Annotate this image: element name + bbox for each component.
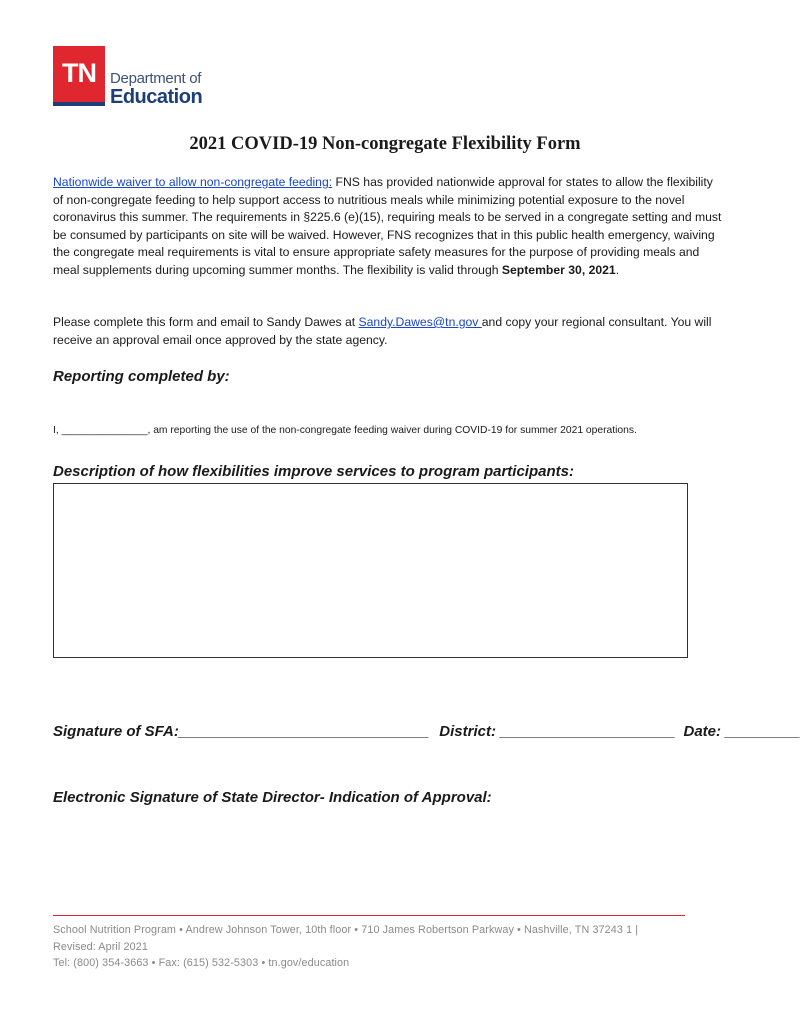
- valid-date: September 30, 2021: [501, 262, 616, 277]
- email-link[interactable]: Sandy.Dawes@tn.gov: [358, 315, 482, 329]
- footer-revised: Revised: April 2021: [53, 941, 148, 953]
- footer-address: School Nutrition Program • Andrew Johnson Tower, 10th floor • 710 James Robertson Parkway • Nashville, TN 37243 1 |: [53, 924, 639, 936]
- instructions-after: and copy your regional consultant. You will receive an approval email once approved by the state agency.: [53, 315, 712, 347]
- footer-contact: Tel: (800) 354-3663 • Fax: (615) 532-5303 • tn.gov/education: [53, 957, 350, 969]
- description-heading: Description of how flexibilities improve services to program participants:: [53, 463, 574, 480]
- signature-row: [53, 723, 800, 740]
- approval-heading: Electronic Signature of State Director- Indication of Approval:: [53, 789, 492, 806]
- logo-underline: [53, 102, 105, 106]
- reporting-heading: Reporting completed by:: [53, 368, 230, 385]
- logo-education: Education: [110, 86, 203, 108]
- date-field[interactable]: Date: _________: [683, 723, 800, 740]
- intro-end: .: [615, 262, 620, 277]
- page-title: 2021 COVID-19 Non-congregate Flexibility Form: [189, 134, 581, 154]
- tn-education-logo: [53, 46, 213, 108]
- description-textbox[interactable]: [53, 483, 688, 658]
- intro-body: FNS has provided nationwide approval for states to allow the flexibility of non-congregate feeding to help support access to nutritious meals while minimizing potential exposure to the novel coronavirus this summer. The requirements in §225.6 (e)(15), requiring meals to be served in a congregate setting and must be consumed by participants on site will be waived. However, FNS recognizes that in this public health emergency, waiving the congregate meal requirements is vital to ensure appropriate safety measures for the purpose of providing meals and meal supplements during upcoming summer months. The flexibility is valid through: [53, 175, 722, 277]
- intro-paragraph: [53, 174, 725, 280]
- tn-logo-box: [53, 46, 105, 102]
- waiver-link[interactable]: Nationwide waiver to allow non-congregate feeding:: [53, 175, 333, 189]
- instructions-before: Please complete this form and email to Sandy Dawes at: [53, 315, 359, 329]
- logo-abbr: TN: [62, 58, 96, 88]
- footer-divider: [53, 915, 685, 916]
- instructions-paragraph: [53, 314, 725, 349]
- sfa-signature-field[interactable]: Signature of SFA:______________________________: [53, 723, 430, 740]
- reporting-statement[interactable]: I, _______________, am reporting the use of the non-congregate feeding waiver during COVID-19 for summer 2021 operations.: [53, 425, 637, 436]
- logo-department: Department of: [110, 70, 202, 87]
- district-field[interactable]: District: _____________________: [439, 723, 676, 740]
